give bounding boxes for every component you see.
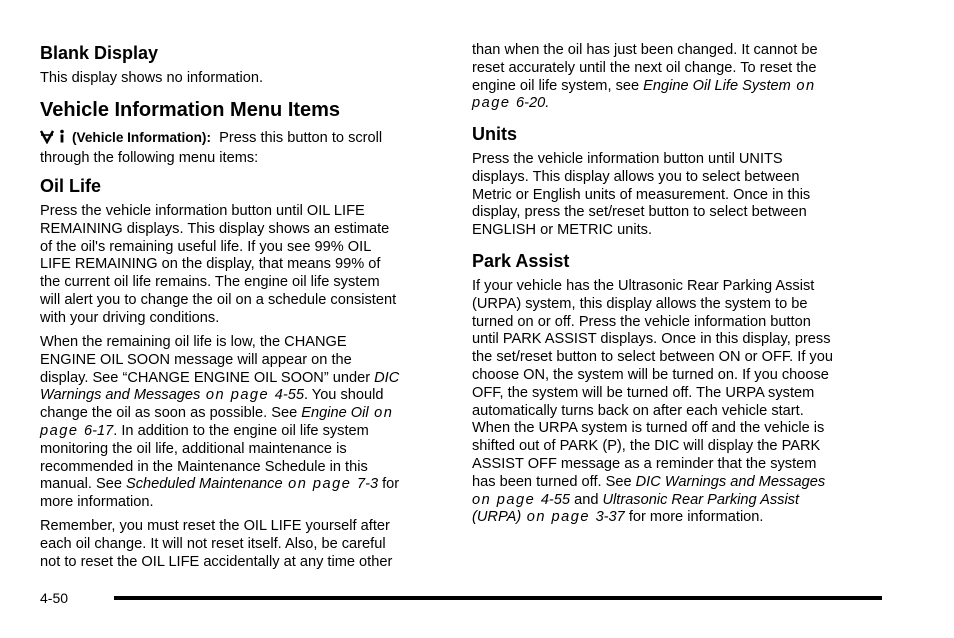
blank-display-heading: Blank Display: [40, 43, 159, 63]
oil-life-heading: Oil Life: [40, 176, 102, 196]
oil-life-paragraph-1: Press the vehicle information button until OIL LIFE REMAINING displays. This display shows an estimate of the oil's remaining useful life. If you see 99% OIL LIFE REMAINING on the display, that means 99% of the current oil life remains. The engine oil life system will alert you to change the oil on a schedule consistent with your driving conditions.: [40, 203, 397, 326]
engine-oil-life-system-link[interactable]: Engine Oil Life System: [643, 77, 791, 94]
blank-display-text: This display shows no information.: [40, 70, 264, 86]
vim-intro: [40, 129, 382, 168]
vim-text-line-2: through the following menu items:: [40, 149, 259, 166]
oil-life-continued: than when the oil has just been changed. It cannot be reset accurately until the next oil change. To reset the engine oil life system, see Engine Oil Life System on page 6-20.: [472, 42, 818, 112]
engine-oil-link[interactable]: Engine Oil: [301, 405, 369, 422]
oil-life-paragraph-3: Remember, you must reset the OIL LIFE yourself after each oil change. It will not reset itself. Also, be careful not to reset the OIL LIFE accidentally at any time other: [40, 518, 393, 570]
dic-warnings-link-2[interactable]: DIC Warnings and Messages: [635, 473, 826, 490]
vehicle-info-menu-heading: Vehicle Information Menu Items: [40, 99, 341, 121]
oil-life-paragraph-2: When the remaining oil life is low, the CHANGE ENGINE OIL SOON message will appear on the display. See “CHANGE ENGINE OIL SOON” under DIC Warnings and Messages on page 4-55. You should change the oil as soon as possible. See Engine Oil on page 6-17. In addition to the engine oil life system monitoring the oil life, additional maintenance is recommended in the Maintenance Schedule in this manual. See Scheduled Maintenance on page 7-3 for more information.: [40, 334, 400, 511]
urpa-link[interactable]: Ultrasonic Rear Parking Assist: [602, 491, 800, 508]
scheduled-maintenance-link[interactable]: Scheduled Maintenance: [126, 476, 283, 493]
park-assist-heading: Park Assist: [472, 251, 570, 271]
dic-warnings-link[interactable]: DIC: [374, 369, 400, 386]
page-number: 4-50: [40, 590, 69, 606]
park-assist-paragraph: If your vehicle has the Ultrasonic Rear Parking Assist (URPA) system, this display allows the system to be turned on or off. Press the vehicle information button until PARK ASSIST displays. Once in this display, press the set/reset button to select between ON or OFF. If you choose ON, the system will be turned on. If you choose OFF, the system will be turned off. The URPA system automatically turns back on after each vehicle start. When the URPA system is turned off and the vehicle is shifted out of PARK (P), the DIC will display the PARK ASSIST OFF message as a reminder that the system has been turned off. See DIC Warnings and Messages on page 4-55 and Ultrasonic Rear Parking Assist (URPA) on page 3-37 for more information.: [472, 278, 833, 526]
vim-lead: (Vehicle Information):: [72, 130, 211, 145]
vim-text-line-1: Press this button to scroll: [219, 130, 383, 146]
units-paragraph: Press the vehicle information button until UNITS displays. This display allows you to select between Metric or English units of measurement. Once in this display, press the set/reset button to select between ENGLISH or METRIC units.: [472, 151, 811, 239]
units-heading: Units: [472, 124, 517, 144]
footer-rule: [114, 596, 882, 600]
vehicle-info-icon: [40, 129, 68, 150]
